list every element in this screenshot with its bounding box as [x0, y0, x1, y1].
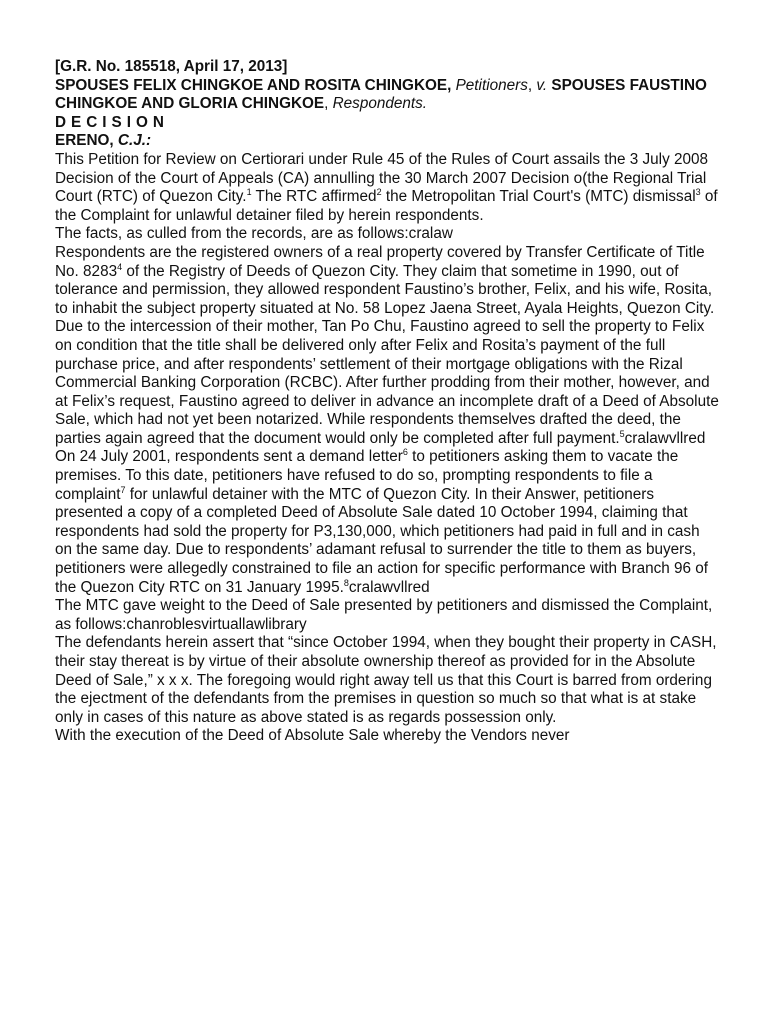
paragraph-4: On 24 July 2001, respondents sent a demand letter$^6$ to petitioners asking them to vacate the premises. To this date, petitioners have refused to do so, prompting respondents to file a complaint$^7$ for unlawful detainer with the MTC of Quezon City. In their Answer, petitioners presented a copy of a completed Deed of Absolute Sale dated 10 October 1994, claiming that respondents had sold the property for P3,130,000, which petitioners had paid in full and in cash on the same day. Due to respondents’ adamant refusal to surrender the title to them as buyers, petitioners were allegedly constrained to file an action for specific performance with Branch 96 of the Quezon City RTC on 31 January 1995.$^8$cralawvllred — [55, 447, 709, 596]
footnote-ref: 7 — [120, 484, 126, 495]
case-number: [G.R. No. 185518, April 17, 2013] — [55, 58, 288, 75]
respondents-names: SPOUSES FAUSTINO CHINGKOE AND GLORIA CHINGKOE — [55, 76, 707, 113]
quoted-passage-2: With the execution of the Deed of Absolute Sale whereby the Vendors never — [55, 727, 570, 745]
versus-label: v. — [536, 76, 548, 94]
paragraph-5: The MTC gave weight to the Deed of Sale presented by petitioners and dismissed the Complaint, as follows:chanroblesvirtuallawlibrary — [55, 597, 713, 633]
footnote-ref: 4 — [117, 261, 123, 272]
ponente — [55, 132, 720, 151]
footnote-ref: 8 — [343, 577, 349, 588]
paragraph-2: The facts, as culled from the records, are as follows:cralaw — [55, 225, 453, 243]
decision-document — [55, 58, 720, 746]
ponente-title: C.J.: — [117, 132, 152, 150]
footnote-ref: 5 — [619, 428, 625, 439]
footnote-ref: 1 — [246, 187, 252, 198]
respondents-role: Respondents. — [332, 95, 428, 113]
footnote-ref: 2 — [376, 187, 382, 198]
petitioners-names: SPOUSES FELIX CHINGKOE AND ROSITA CHINGKOE, — [55, 76, 452, 94]
paragraph-1: This Petition for Review on Certiorari under Rule 45 of the Rules of Court assails the 3 July 2008 Decision of the Court of Appeals (CA) annulling the 30 March 2007 Decision o(the Regional Trial Court (RTC) of Quezon City.$^1$ The RTC affirmed$^2$ the Metropolitan Trial Court's (MTC) dismissal$^3$ of the Complaint for unlawful detainer filed by herein respondents. — [55, 150, 718, 224]
footnote-ref: 6 — [402, 447, 408, 458]
paragraph-3: Respondents are the registered owners of a real property covered by Transfer Certificate of Title No. 8283$^4$ of the Registry of Deeds of Quezon City. They claim that sometime in 1990, out of tolerance and permission, they allowed respondent Faustino’s brother, Felix, and his wife, Rosita, to inhabit the subject property situated at No. 58 Lopez Jaena Street, Ayala Heights, Quezon City. Due to the intercession of their mother, Tan Po Chu, Faustino agreed to sell the property to Felix on condition that the title shall be delivered only after Felix and Rosita’s payment of the full purchase price, and after respondents’ settlement of their mortgage obligations with the Rizal Commercial Banking Corporation (RCBC). After further prodding from their mother, however, and at Felix’s request, Faustino agreed to deliver in advance an incomplete draft of a Deed of Absolute Sale, which had not yet been notarized. While respondents themselves drafted the deed, the parties again agreed that the document would only be completed after full payment.$^5$cralawvllred — [55, 243, 719, 447]
ponente-name: ERENO, — [55, 132, 114, 150]
case-parties: SPOUSES FELIX CHINGKOE AND ROSITA CHINGKOE, Petitioners, v. SPOUSES FAUSTINO CHINGKOE AND GLORIA CHINGKOE, Respondents. — [55, 76, 707, 113]
petitioners-role: Petitioners — [455, 76, 528, 94]
quoted-passage-1: The defendants herein assert that “since October 1994, when they bought their property in CASH, their stay thereat is by virtue of their absolute ownership thereof as provided for in the Absolute Deed of Sale,” x x x. The foregoing would right away tell us that this Court is barred from ordering the ejectment of the defendants from the premises in question so much so that what is at stake only in cases of this nature as above stated is as regards possession only. — [55, 634, 717, 726]
footnote-ref: 3 — [695, 187, 701, 198]
decision-heading: DECISION — [55, 113, 169, 131]
